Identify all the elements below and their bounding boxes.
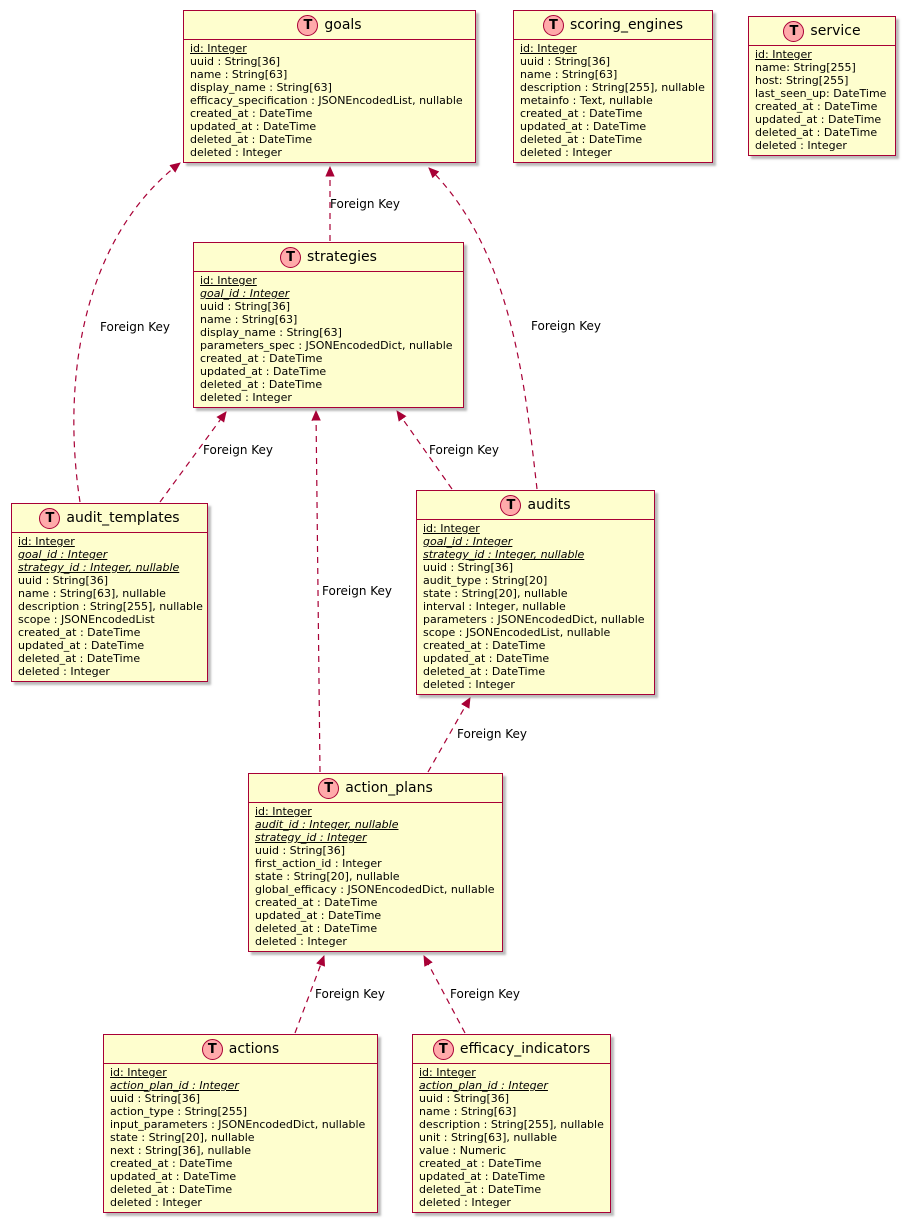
fk-label-audit_templates-to-goals: Foreign Key	[100, 320, 170, 334]
field-row: deleted_at : DateTime	[520, 133, 643, 146]
field-row: id: Integer	[755, 48, 812, 61]
field-row: id: Integer	[190, 42, 247, 55]
table-type-icon: T	[783, 21, 804, 42]
field-row: audit_type : String[20]	[423, 574, 548, 587]
field-row: deleted : Integer	[520, 146, 612, 159]
fk-label-audits-to-goals: Foreign Key	[531, 319, 601, 333]
field-row: uuid : String[36]	[18, 574, 109, 587]
fk-label-audits-to-strategies: Foreign Key	[429, 443, 499, 457]
field-row: deleted_at : DateTime	[423, 665, 546, 678]
field-row: deleted : Integer	[423, 678, 515, 691]
field-row: host: String[255]	[755, 74, 849, 87]
field-row: id: Integer	[200, 274, 257, 287]
field-row: name : String[63]	[520, 68, 618, 81]
field-row: id: Integer	[18, 535, 75, 548]
field-row: efficacy_specification : JSONEncodedList, nullable	[190, 94, 463, 107]
field-row: id: Integer	[110, 1066, 167, 1079]
field-row: deleted : Integer	[200, 391, 292, 404]
field-row: deleted_at : DateTime	[18, 652, 141, 665]
field-row: scope : JSONEncodedList	[18, 613, 155, 626]
table-type-icon: T	[280, 247, 301, 268]
field-row: updated_at : DateTime	[255, 909, 382, 922]
foreign-key-edges	[74, 163, 537, 1033]
field-row: deleted : Integer	[419, 1196, 511, 1209]
field-row: updated_at : DateTime	[520, 120, 647, 133]
fk-edge-action_plans-to-strategies	[316, 411, 320, 772]
fk-label-action_plans-to-strategies: Foreign Key	[322, 584, 392, 598]
field-row: interval : Integer, nullable	[423, 600, 566, 613]
field-row: name : String[63], nullable	[18, 587, 166, 600]
field-row: deleted_at : DateTime	[190, 133, 313, 146]
fk-edge-audits-to-goals	[429, 168, 537, 489]
field-row: display_name : String[63]	[190, 81, 332, 94]
field-row: created_at : DateTime	[110, 1157, 233, 1170]
field-row: action_plan_id : Integer	[419, 1079, 548, 1092]
field-row: updated_at : DateTime	[110, 1170, 237, 1183]
field-row: input_parameters : JSONEncodedDict, nullable	[110, 1118, 366, 1131]
field-row: updated_at : DateTime	[755, 113, 882, 126]
field-row: state : String[20], nullable	[110, 1131, 255, 1144]
field-row: created_at : DateTime	[423, 639, 546, 652]
field-row: uuid : String[36]	[423, 561, 514, 574]
field-row: name : String[63]	[190, 68, 288, 81]
fk-label-audit_templates-to-strategies: Foreign Key	[203, 443, 273, 457]
table-type-icon: T	[297, 15, 318, 36]
fk-edge-actions-to-action_plans	[295, 956, 324, 1033]
fk-label-efficacy_indicators-to-action_plans: Foreign Key	[450, 987, 520, 1001]
fk-edge-action_plans-to-audits	[428, 698, 470, 772]
field-row: description : String[255], nullable	[18, 600, 203, 613]
field-row: updated_at : DateTime	[419, 1170, 546, 1183]
field-row: uuid : String[36]	[255, 844, 346, 857]
field-row: parameters : JSONEncodedDict, nullable	[423, 613, 645, 626]
field-row: uuid : String[36]	[190, 55, 281, 68]
fk-edge-audits-to-strategies	[397, 411, 452, 489]
table-type-icon: T	[39, 508, 60, 529]
field-row: deleted : Integer	[18, 665, 110, 678]
field-row: uuid : String[36]	[419, 1092, 510, 1105]
table-name-scoring_engines: scoring_engines	[569, 17, 683, 33]
field-row: state : String[20], nullable	[423, 587, 568, 600]
field-row: audit_id : Integer, nullable	[255, 818, 399, 831]
field-row: updated_at : DateTime	[200, 365, 327, 378]
field-row: strategy_id : Integer, nullable	[423, 548, 585, 561]
field-row: updated_at : DateTime	[190, 120, 317, 133]
field-row: name : String[63]	[419, 1105, 517, 1118]
field-row: updated_at : DateTime	[18, 639, 145, 652]
table-name-actions: actions	[228, 1041, 280, 1057]
field-row: uuid : String[36]	[200, 300, 291, 313]
field-row: uuid : String[36]	[110, 1092, 201, 1105]
fk-label-action_plans-to-audits: Foreign Key	[457, 727, 527, 741]
field-row: deleted_at : DateTime	[200, 378, 323, 391]
field-row: scope : JSONEncodedList, nullable	[423, 626, 611, 639]
field-row: name : String[63]	[200, 313, 298, 326]
table-name-efficacy_indicators: efficacy_indicators	[459, 1041, 591, 1057]
table-name-strategies: strategies	[307, 249, 377, 265]
field-row: display_name : String[63]	[200, 326, 342, 339]
field-row: created_at : DateTime	[18, 626, 141, 639]
table-name-action_plans: action_plans	[345, 780, 433, 796]
fk-edge-efficacy_indicators-to-action_plans	[424, 956, 465, 1033]
field-row: goal_id : Integer	[423, 535, 513, 548]
field-row: created_at : DateTime	[755, 100, 878, 113]
field-row: goal_id : Integer	[18, 548, 108, 561]
field-row: created_at : DateTime	[255, 896, 378, 909]
field-row: deleted : Integer	[255, 935, 347, 948]
table-name-audit_templates: audit_templates	[66, 510, 180, 526]
field-row: state : String[20], nullable	[255, 870, 400, 883]
field-row: created_at : DateTime	[200, 352, 323, 365]
field-row: deleted : Integer	[190, 146, 282, 159]
fk-label-strategies-to-goals: Foreign Key	[330, 197, 400, 211]
field-row: created_at : DateTime	[419, 1157, 542, 1170]
table-name-audits: audits	[527, 497, 571, 513]
table-type-icon: T	[543, 15, 564, 36]
field-row: id: Integer	[520, 42, 577, 55]
field-row: uuid : String[36]	[520, 55, 611, 68]
field-row: parameters_spec : JSONEncodedDict, nullable	[200, 339, 453, 352]
field-row: created_at : DateTime	[190, 107, 313, 120]
field-row: id: Integer	[255, 805, 312, 818]
fk-edge-audit_templates-to-strategies	[160, 412, 226, 502]
field-row: deleted_at : DateTime	[419, 1183, 542, 1196]
field-row: description : String[255], nullable	[419, 1118, 604, 1131]
field-row: value : Numeric	[419, 1144, 507, 1157]
field-row: global_efficacy : JSONEncodedDict, nullable	[255, 883, 495, 896]
field-row: deleted_at : DateTime	[110, 1183, 233, 1196]
table-type-icon: T	[433, 1039, 454, 1060]
table-name-service: service	[810, 23, 861, 39]
table-type-icon: T	[318, 778, 339, 799]
field-row: deleted : Integer	[110, 1196, 202, 1209]
field-row: strategy_id : Integer, nullable	[18, 561, 180, 574]
table-type-icon: T	[500, 495, 521, 516]
field-row: updated_at : DateTime	[423, 652, 550, 665]
field-row: deleted_at : DateTime	[255, 922, 378, 935]
field-row: created_at : DateTime	[520, 107, 643, 120]
field-row: name: String[255]	[755, 61, 856, 74]
field-row: id: Integer	[423, 522, 480, 535]
field-row: action_type : String[255]	[110, 1105, 248, 1118]
field-row: description : String[255], nullable	[520, 81, 705, 94]
field-row: unit : String[63], nullable	[419, 1131, 558, 1144]
field-row: last_seen_up: DateTime	[755, 87, 887, 100]
field-row: deleted_at : DateTime	[755, 126, 878, 139]
field-row: action_plan_id : Integer	[110, 1079, 239, 1092]
table-type-icon: T	[202, 1039, 223, 1060]
field-row: strategy_id : Integer	[255, 831, 367, 844]
field-row: goal_id : Integer	[200, 287, 290, 300]
fk-edge-audit_templates-to-goals	[74, 163, 180, 502]
field-row: next : String[36], nullable	[110, 1144, 252, 1157]
table-name-goals: goals	[324, 17, 362, 33]
field-row: first_action_id : Integer	[255, 857, 382, 870]
field-row: deleted : Integer	[755, 139, 847, 152]
fk-label-actions-to-action_plans: Foreign Key	[315, 987, 385, 1001]
field-row: id: Integer	[419, 1066, 476, 1079]
field-row: metainfo : Text, nullable	[520, 94, 653, 107]
